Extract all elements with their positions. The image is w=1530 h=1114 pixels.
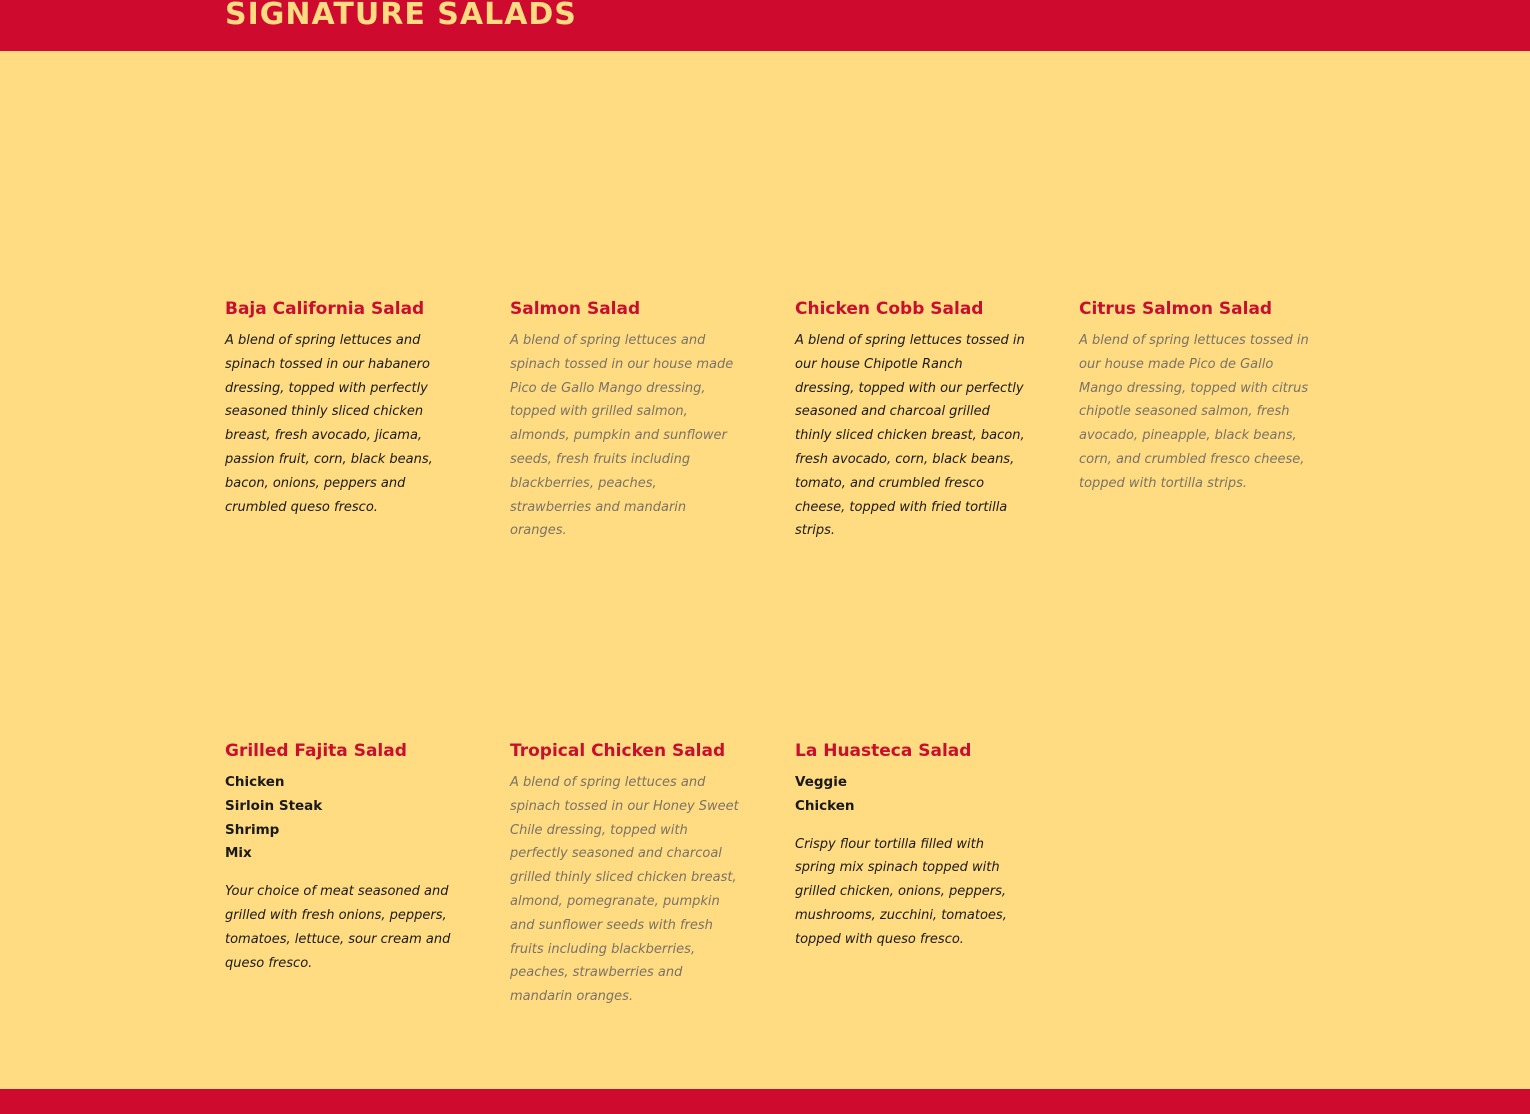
- menu-item-salmon-salad: [510, 298, 740, 543]
- menu-item-baja-california-salad: [225, 298, 455, 519]
- protein-option: Mix: [225, 845, 252, 862]
- menu-item-title: Baja California Salad: [225, 299, 425, 319]
- menu-item-citrus-salmon-salad: [1079, 298, 1309, 496]
- protein-option: Sirloin Steak: [225, 797, 323, 814]
- protein-option: Veggie: [795, 774, 847, 790]
- menu-item-description: Crispy flour tortilla filled with spring mix spinach topped with grilled chicken, onions, peppers, mushrooms, zucchini, tomatoes, topped with queso fresco.: [795, 836, 1007, 947]
- menu-item-tropical-chicken-salad: [510, 740, 740, 1009]
- section-header-band: [0, 0, 1530, 51]
- menu-item-description: A blend of spring lettuces and spinach tossed in our Honey Sweet Chile dressing, topped with perfectly seasoned and charcoal grilled thinly sliced chicken breast, almond, pomegranate, pumpkin and sunflower seeds with fresh fruits including blackberries, peaches, strawberries and mandarin oranges.: [510, 775, 739, 1005]
- menu-item-title: Chicken Cobb Salad: [795, 299, 984, 319]
- menu-item-title: Tropical Chicken Salad: [510, 741, 726, 761]
- protein-option: Chicken: [225, 774, 285, 790]
- footer-band: [0, 1089, 1530, 1114]
- protein-options-list: [225, 771, 455, 866]
- menu-item-chicken-cobb-salad: [795, 298, 1025, 543]
- protein-option: Shrimp: [225, 821, 280, 838]
- section-title: SIGNATURE SALADS: [225, 0, 577, 32]
- menu-item-title: Citrus Salmon Salad: [1079, 299, 1273, 319]
- menu-item-description: A blend of spring lettuces tossed in our house Chipotle Ranch dressing, topped with our perfectly seasoned and charcoal grilled thinly sliced chicken breast, bacon, fresh avocado, corn, black beans, tomato, and crumbled fresco cheese, topped with fried tortilla strips.: [795, 333, 1025, 539]
- menu-item-description: A blend of spring lettuces tossed in our house made Pico de Gallo Mango dressing, topped with citrus chipotle seasoned salmon, fresh avocado, pineapple, black beans, corn, and crumbled fresco cheese, topped with tortilla strips.: [1079, 333, 1309, 491]
- menu-item-description: A blend of spring lettuces and spinach tossed in our habanero dressing, topped with perfectly seasoned thinly sliced chicken breast, fresh avocado, jicama, passion fruit, corn, black beans, bacon, onions, peppers and crumbled queso fresco.: [225, 333, 433, 515]
- protein-options-list: [795, 771, 1025, 819]
- menu-item-title: Grilled Fajita Salad: [225, 741, 407, 761]
- menu-item-title: Salmon Salad: [510, 299, 641, 319]
- menu-item-description: Your choice of meat seasoned and grilled with fresh onions, peppers, tomatoes, lettuce, sour cream and queso fresco.: [225, 884, 451, 971]
- menu-item-description: A blend of spring lettuces and spinach tossed in our house made Pico de Gallo Mango dressing, topped with grilled salmon, almonds, pumpkin and sunflower seeds, fresh fruits including blackberries, peaches, strawberries and mandarin oranges.: [510, 333, 734, 539]
- protein-option: Chicken: [795, 797, 855, 814]
- menu-item-title: La Huasteca Salad: [795, 741, 972, 761]
- menu-item-la-huasteca-salad: [795, 740, 1025, 952]
- menu-item-grilled-fajita-salad: [225, 740, 455, 975]
